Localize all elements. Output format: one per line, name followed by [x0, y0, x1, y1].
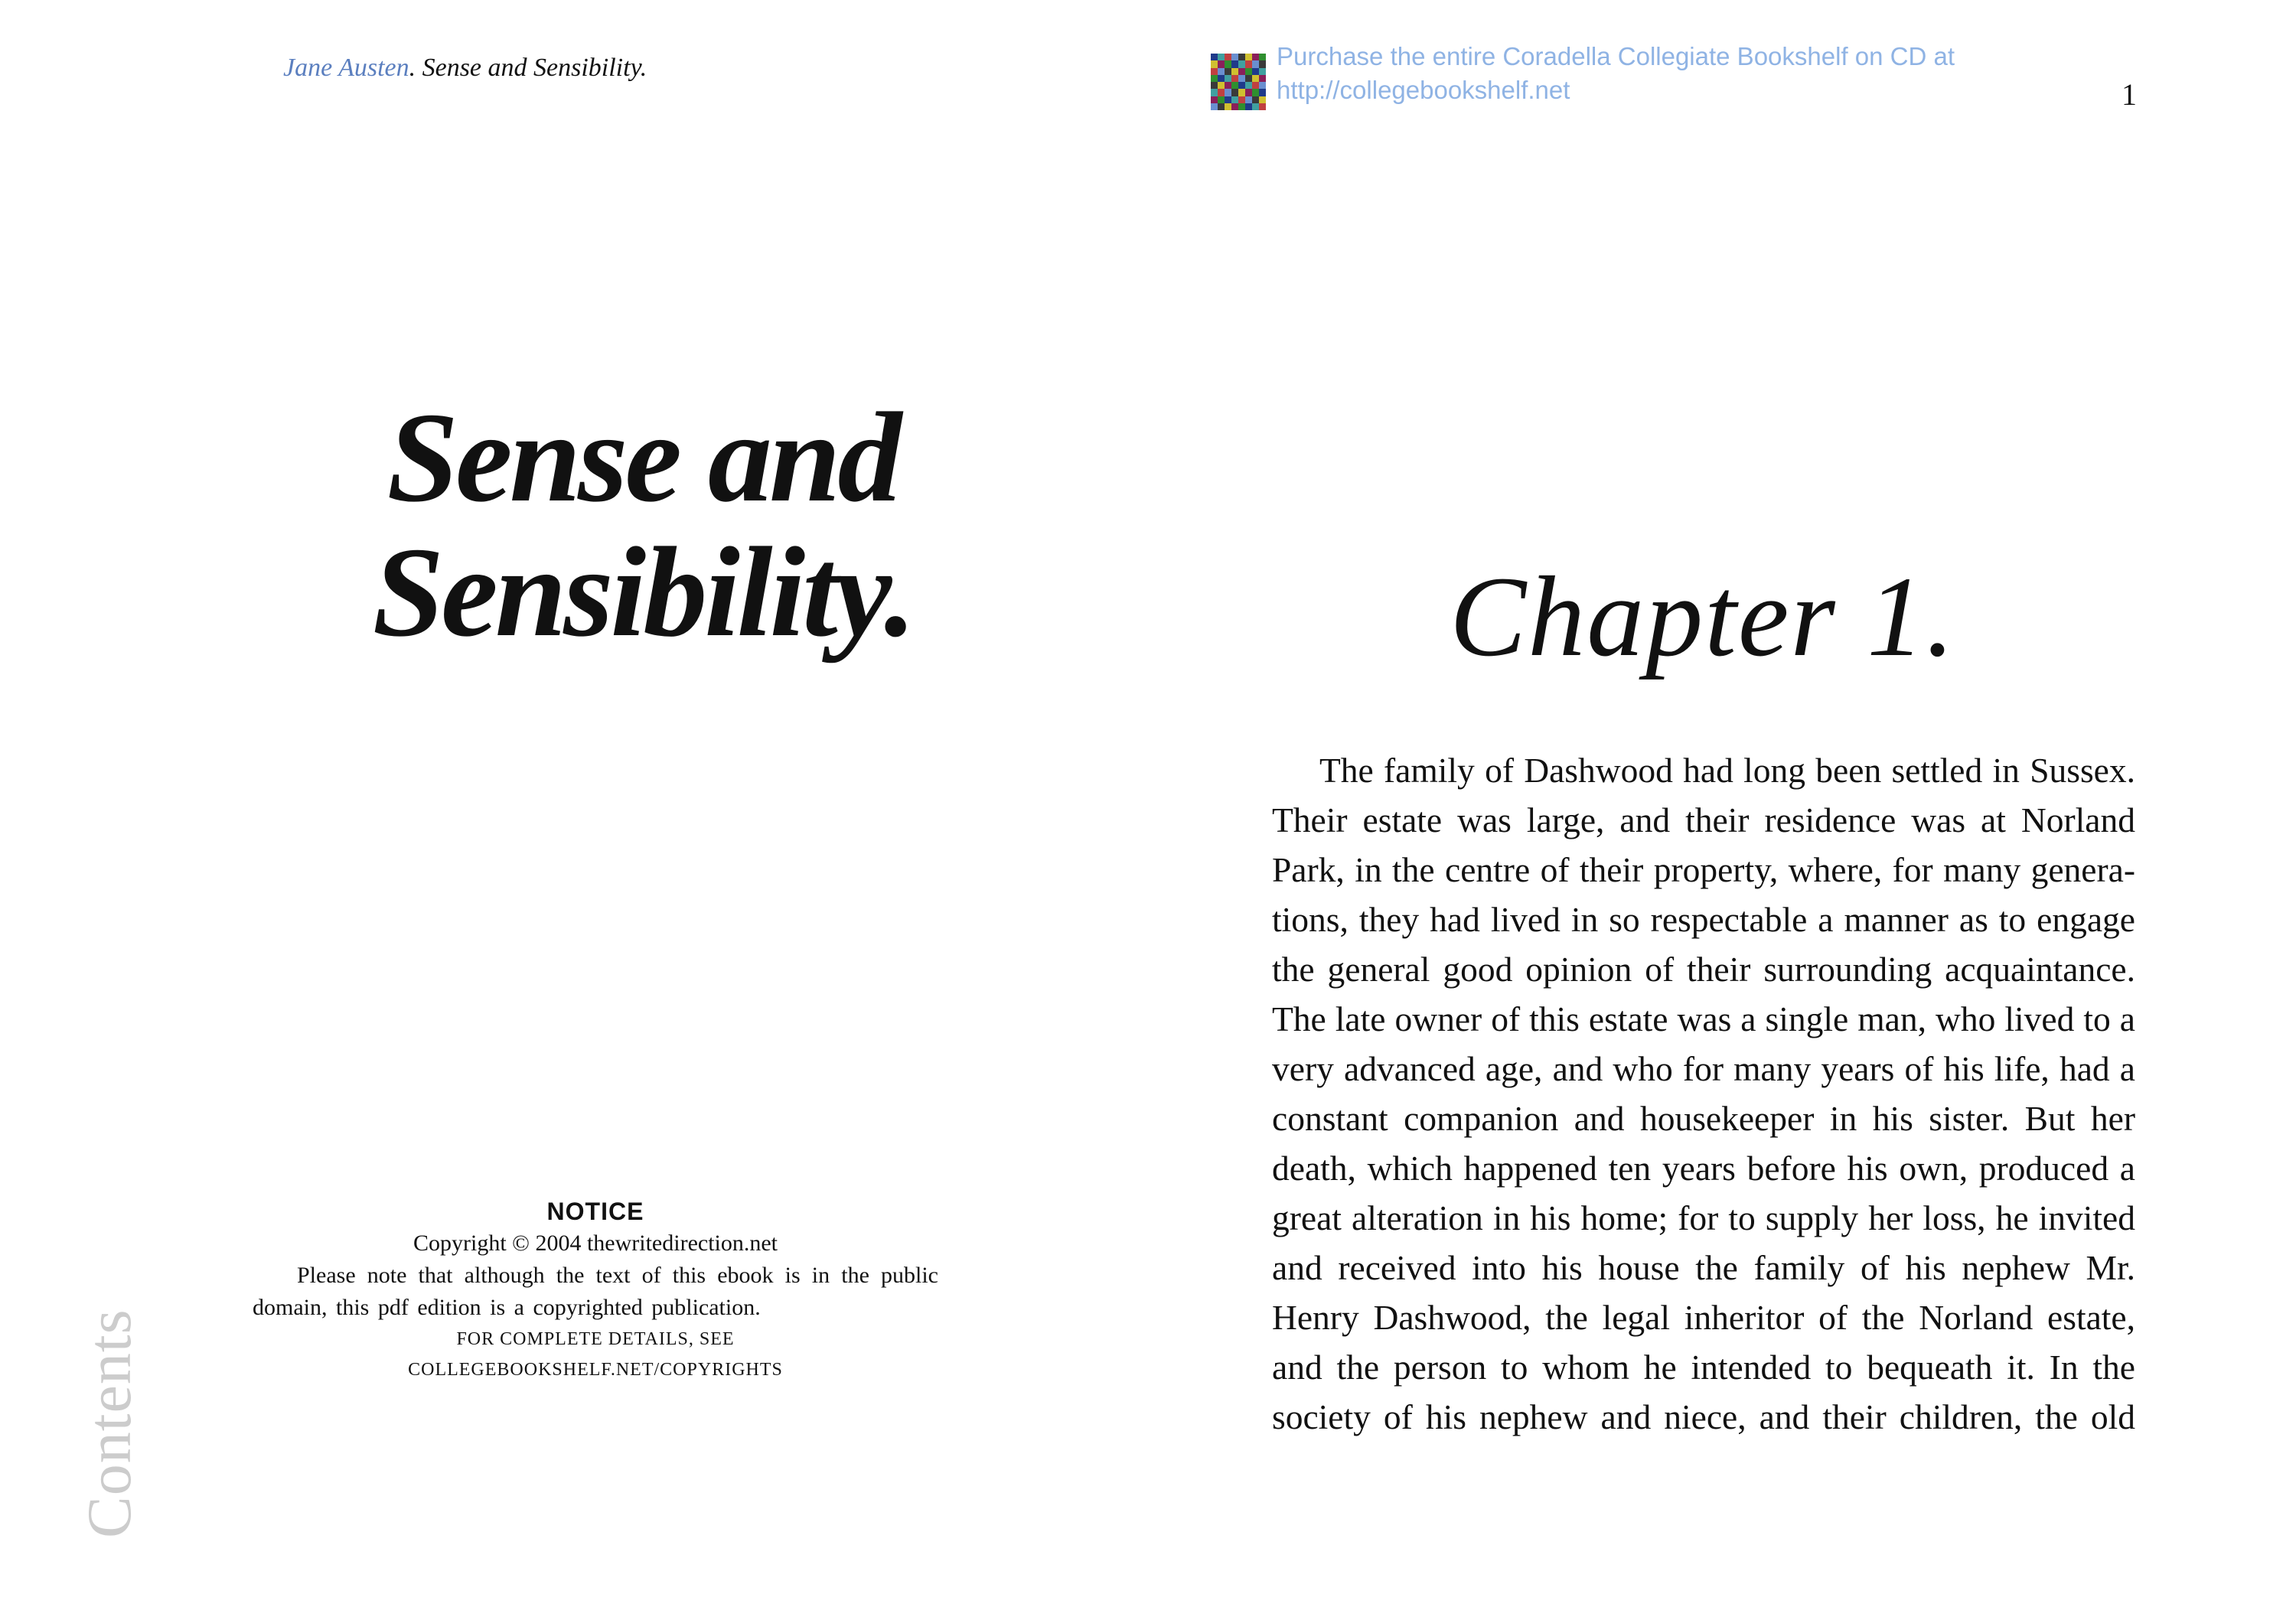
thumbnail-pixel: [1259, 60, 1266, 67]
thumbnail-pixel: [1211, 89, 1218, 96]
bookshelf-thumbnail-icon[interactable]: [1211, 54, 1266, 110]
thumbnail-pixel: [1218, 89, 1225, 96]
chapter-line: The late owner of this estate was a single man, who lived to a: [1272, 999, 2135, 1038]
notice-body: Please note that although the text of this ebook is in the public domain, this pdf edition is a copyrighted publication.: [253, 1263, 938, 1320]
thumbnail-pixel: [1225, 103, 1231, 110]
thumbnail-pixel: [1231, 60, 1238, 67]
book-title-line-2: Sensibility.: [372, 521, 914, 663]
chapter-line: the general good opinion of their surrounding acquaintance.: [1272, 950, 2135, 989]
thumbnail-pixel: [1225, 68, 1231, 75]
purchase-promo-link[interactable]: [1277, 40, 2042, 107]
thumbnail-pixel: [1238, 54, 1245, 60]
chapter-line: very advanced age, and who for many years of his life, had a: [1272, 1049, 2135, 1088]
thumbnail-pixel: [1252, 82, 1259, 89]
thumbnail-pixel: [1211, 82, 1218, 89]
thumbnail-pixel: [1231, 82, 1238, 89]
thumbnail-pixel: [1252, 103, 1259, 110]
copyright-notice: [253, 1195, 938, 1385]
thumbnail-pixel: [1218, 103, 1225, 110]
thumbnail-pixel: [1211, 54, 1218, 60]
thumbnail-pixel: [1245, 82, 1252, 89]
chapter-line: society of his nephew and niece, and their children, the old: [1272, 1397, 2135, 1436]
thumbnail-pixel: [1238, 68, 1245, 75]
thumbnail-pixel: [1252, 96, 1259, 103]
thumbnail-pixel: [1259, 89, 1266, 96]
thumbnail-pixel: [1225, 89, 1231, 96]
book-title: [321, 386, 964, 663]
thumbnail-pixel: [1252, 60, 1259, 67]
notice-heading: NOTICE: [546, 1198, 644, 1225]
thumbnail-pixel: [1245, 75, 1252, 82]
thumbnail-pixel: [1231, 103, 1238, 110]
running-head: [283, 54, 647, 83]
thumbnail-pixel: [1231, 68, 1238, 75]
chapter-line: great alteration in his home; for to supply her loss, he invited: [1272, 1198, 2135, 1237]
thumbnail-pixel: [1218, 75, 1225, 82]
thumbnail-pixel: [1245, 89, 1252, 96]
thumbnail-pixel: [1225, 82, 1231, 89]
thumbnail-pixel: [1259, 68, 1266, 75]
thumbnail-pixel: [1218, 60, 1225, 67]
chapter-title: Chapter 1.: [1450, 553, 1956, 680]
thumbnail-pixel: [1211, 60, 1218, 67]
thumbnail-pixel: [1225, 54, 1231, 60]
thumbnail-pixel: [1218, 54, 1225, 60]
notice-details-line-1: FOR COMPLETE DETAILS, SEE: [456, 1329, 735, 1349]
thumbnail-pixel: [1252, 68, 1259, 75]
thumbnail-pixel: [1211, 68, 1218, 75]
thumbnail-pixel: [1252, 54, 1259, 60]
thumbnail-pixel: [1245, 60, 1252, 67]
chapter-line: and the person to whom he intended to bequeath it. In the: [1272, 1348, 2135, 1387]
chapter-line: death, which happened ten years before his own, produced a: [1272, 1149, 2135, 1188]
author-link[interactable]: Jane Austen: [283, 54, 409, 82]
notice-details-line-2[interactable]: COLLEGEBOOKSHELF.NET/COPYRIGHTS: [408, 1360, 783, 1380]
chapter-line: The family of Dashwood had long been settled in Sussex.: [1319, 751, 2135, 790]
thumbnail-pixel: [1259, 75, 1266, 82]
chapter-text: [1272, 745, 2135, 1442]
thumbnail-pixel: [1225, 60, 1231, 67]
chapter-line: and received into his house the family of his nephew Mr.: [1272, 1248, 2135, 1287]
chapter-line: tions, they had lived in so respectable a manner as to engage: [1272, 900, 2135, 939]
thumbnail-pixel: [1225, 96, 1231, 103]
thumbnail-pixel: [1211, 96, 1218, 103]
running-head-separator: .: [409, 54, 416, 82]
thumbnail-pixel: [1245, 103, 1252, 110]
thumbnail-pixel: [1238, 60, 1245, 67]
thumbnail-pixel: [1252, 75, 1259, 82]
thumbnail-pixel: [1245, 68, 1252, 75]
thumbnail-pixel: [1231, 96, 1238, 103]
page-number: 1: [2122, 77, 2137, 112]
thumbnail-pixel: [1238, 96, 1245, 103]
thumbnail-pixel: [1245, 96, 1252, 103]
thumbnail-pixel: [1259, 82, 1266, 89]
thumbnail-pixel: [1238, 103, 1245, 110]
thumbnail-pixel: [1211, 103, 1218, 110]
thumbnail-pixel: [1218, 68, 1225, 75]
thumbnail-pixel: [1259, 96, 1266, 103]
contents-tab[interactable]: Contents: [74, 1309, 144, 1538]
thumbnail-pixel: [1259, 103, 1266, 110]
thumbnail-pixel: [1259, 54, 1266, 60]
chapter-line: Henry Dashwood, the legal inheritor of the Norland estate,: [1272, 1298, 2135, 1337]
thumbnail-pixel: [1218, 96, 1225, 103]
thumbnail-pixel: [1231, 54, 1238, 60]
book-title-line-1: Sense and: [386, 386, 899, 529]
running-head-title: Sense and Sensibility.: [416, 54, 647, 82]
chapter-line: constant companion and housekeeper in his sister. But her: [1272, 1099, 2135, 1138]
thumbnail-pixel: [1231, 75, 1238, 82]
thumbnail-pixel: [1231, 89, 1238, 96]
notice-copyright: Copyright © 2004 thewritedirection.net: [413, 1231, 778, 1256]
thumbnail-pixel: [1252, 89, 1259, 96]
thumbnail-pixel: [1211, 75, 1218, 82]
thumbnail-pixel: [1238, 82, 1245, 89]
thumbnail-pixel: [1238, 75, 1245, 82]
chapter-line: Their estate was large, and their residence was at Norland: [1272, 800, 2135, 839]
thumbnail-pixel: [1225, 75, 1231, 82]
promo-url[interactable]: http://collegebookshelf.net: [1277, 76, 1570, 104]
thumbnail-pixel: [1245, 54, 1252, 60]
chapter-line: Park, in the centre of their property, where, for many genera-: [1272, 850, 2135, 889]
thumbnail-pixel: [1238, 89, 1245, 96]
promo-line-1: Purchase the entire Coradella Collegiate Bookshelf on CD at: [1277, 42, 1955, 70]
thumbnail-pixel: [1218, 82, 1225, 89]
